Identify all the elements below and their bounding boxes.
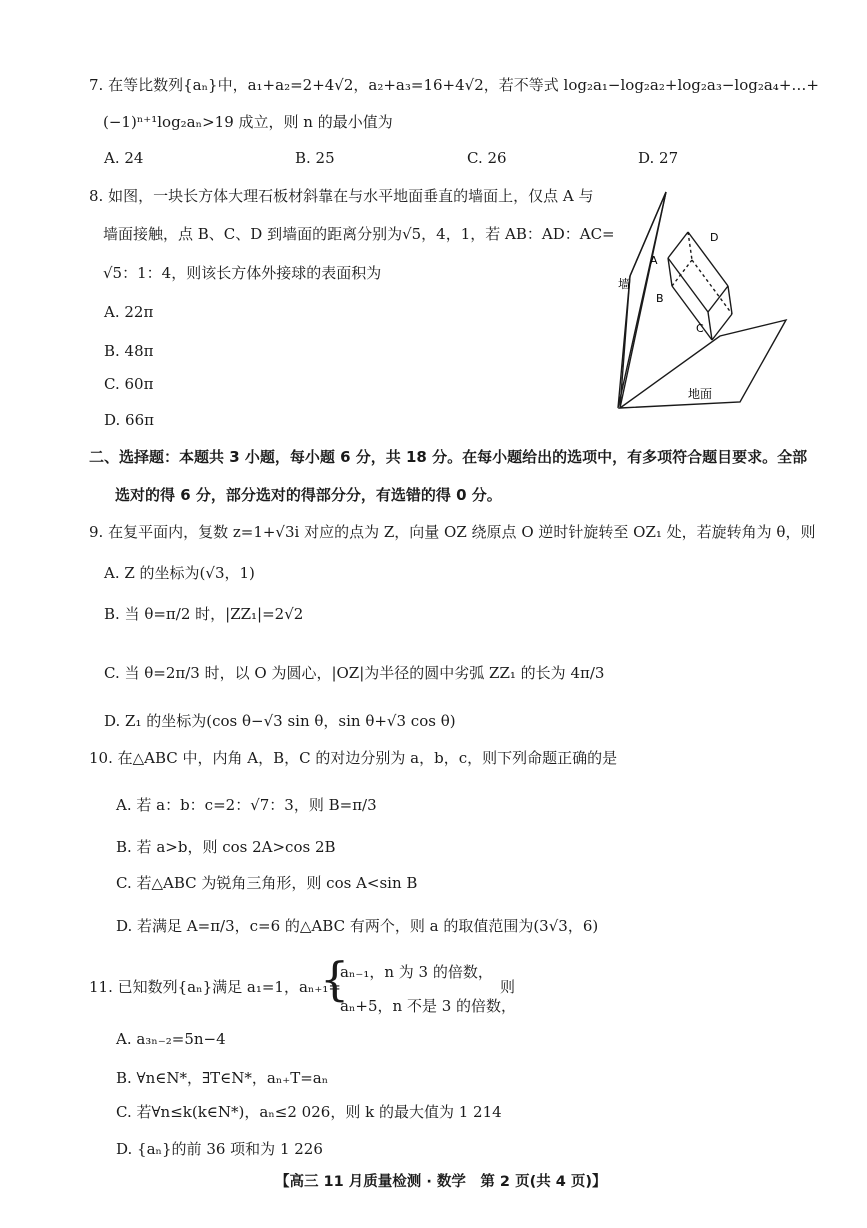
q11-option-d: D. {aₙ}的前 36 项和为 1 226 <box>116 1140 323 1158</box>
q11-option-a: A. a₃ₙ₋₂=5n−4 <box>116 1030 226 1048</box>
q11-case-1: aₙ₋₁，n 为 3 的倍数， <box>340 963 493 981</box>
q9-option-c: C. 当 θ=2π/3 时，以 O 为圆心，|OZ|为半径的圆中劣弧 ZZ₁ 的长为 4π/3 <box>104 664 605 682</box>
fig-label-a: A <box>650 254 658 267</box>
fig-label-c: C <box>696 322 704 335</box>
fig-label-wall: 墙 <box>618 277 631 291</box>
q10-option-a: A. 若 a：b：c=2：√7：3，则 B=π/3 <box>116 796 377 814</box>
q7-option-d: D. 27 <box>638 149 679 167</box>
page-footer: 【高三 11 月质量检测 · 数学 第 2 页(共 4 页)】 <box>275 1174 607 1190</box>
q9-stem: 9. 在复平面内，复数 z=1+√3i 对应的点为 Z，向量 OZ 绕原点 O 逆时针旋转至 OZ₁ 处，若旋转角为 θ，则 <box>89 523 816 541</box>
q11-option-b: B. ∀n∈N*，∃T∈N*，aₙ₊T=aₙ <box>116 1069 329 1087</box>
section2-heading: 二、选择题：本题共 3 小题，每小题 6 分，共 18 分。在每小题给出的选项中，有多项符合题目要求。全部 <box>89 448 808 466</box>
q8-option-c: C. 60π <box>104 375 154 393</box>
q8-stem-line1: 8. 如图，一块长方体大理石板材斜靠在与水平地面垂直的墙面上，仅点 A 与 <box>89 187 594 205</box>
q7-option-b: B. 25 <box>295 149 335 167</box>
q7-stem-line2: (−1)ⁿ⁺¹log₂aₙ>19 成立，则 n 的最小值为 <box>103 113 393 131</box>
fig-label-ground: 地面 <box>688 387 713 401</box>
q10-option-b: B. 若 a>b，则 cos 2A>cos 2B <box>116 838 336 856</box>
q8-option-a: A. 22π <box>104 303 154 321</box>
q9-option-a: A. Z 的坐标为(√3，1) <box>104 564 255 582</box>
section2-heading-cont: 选对的得 6 分，部分选对的得部分分，有选错的得 0 分。 <box>115 486 502 504</box>
q7-option-a: A. 24 <box>104 149 144 167</box>
q10-option-c: C. 若△ABC 为锐角三角形，则 cos A<sin B <box>116 874 418 892</box>
q8-stem-line2: 墙面接触，点 B、C、D 到墙面的距离分别为√5，4，1，若 AB：AD：AC= <box>103 225 615 243</box>
q11-stem-left: 11. 已知数列{aₙ}满足 a₁=1，aₙ₊₁= <box>89 978 341 996</box>
q11-stem-right: 则 <box>500 978 516 996</box>
q7-stem-line1: 7. 在等比数列{aₙ}中，a₁+a₂=2+4√2，a₂+a₃=16+4√2，若不等式 log₂a₁−log₂a₂+log₂a₃−log₂a₄+…+ <box>89 76 819 94</box>
q8-stem-line3: √5：1：4，则该长方体外接球的表面积为 <box>103 264 382 282</box>
q11-option-c: C. 若∀n≤k(k∈N*)，aₙ≤2 026，则 k 的最大值为 1 214 <box>116 1103 502 1121</box>
q10-option-d: D. 若满足 A=π/3，c=6 的△ABC 有两个，则 a 的取值范围为(3√3，6) <box>116 917 599 935</box>
q7-option-c: C. 26 <box>467 149 507 167</box>
q11-brace: { <box>320 952 350 1006</box>
q8-figure <box>600 180 790 415</box>
q8-option-d: D. 66π <box>104 411 154 429</box>
q11-case-2: aₙ+5，n 不是 3 的倍数， <box>340 997 517 1015</box>
q9-option-d: D. Z₁ 的坐标为(cos θ−√3 sin θ，sin θ+√3 cos θ) <box>104 712 456 730</box>
q8-option-b: B. 48π <box>104 342 154 360</box>
q9-option-b: B. 当 θ=π/2 时，|ZZ₁|=2√2 <box>104 605 304 623</box>
fig-label-d: D <box>710 231 719 244</box>
q10-stem: 10. 在△ABC 中，内角 A，B，C 的对边分别为 a，b，c，则下列命题正确的是 <box>89 749 618 767</box>
fig-label-b: B <box>656 292 664 305</box>
